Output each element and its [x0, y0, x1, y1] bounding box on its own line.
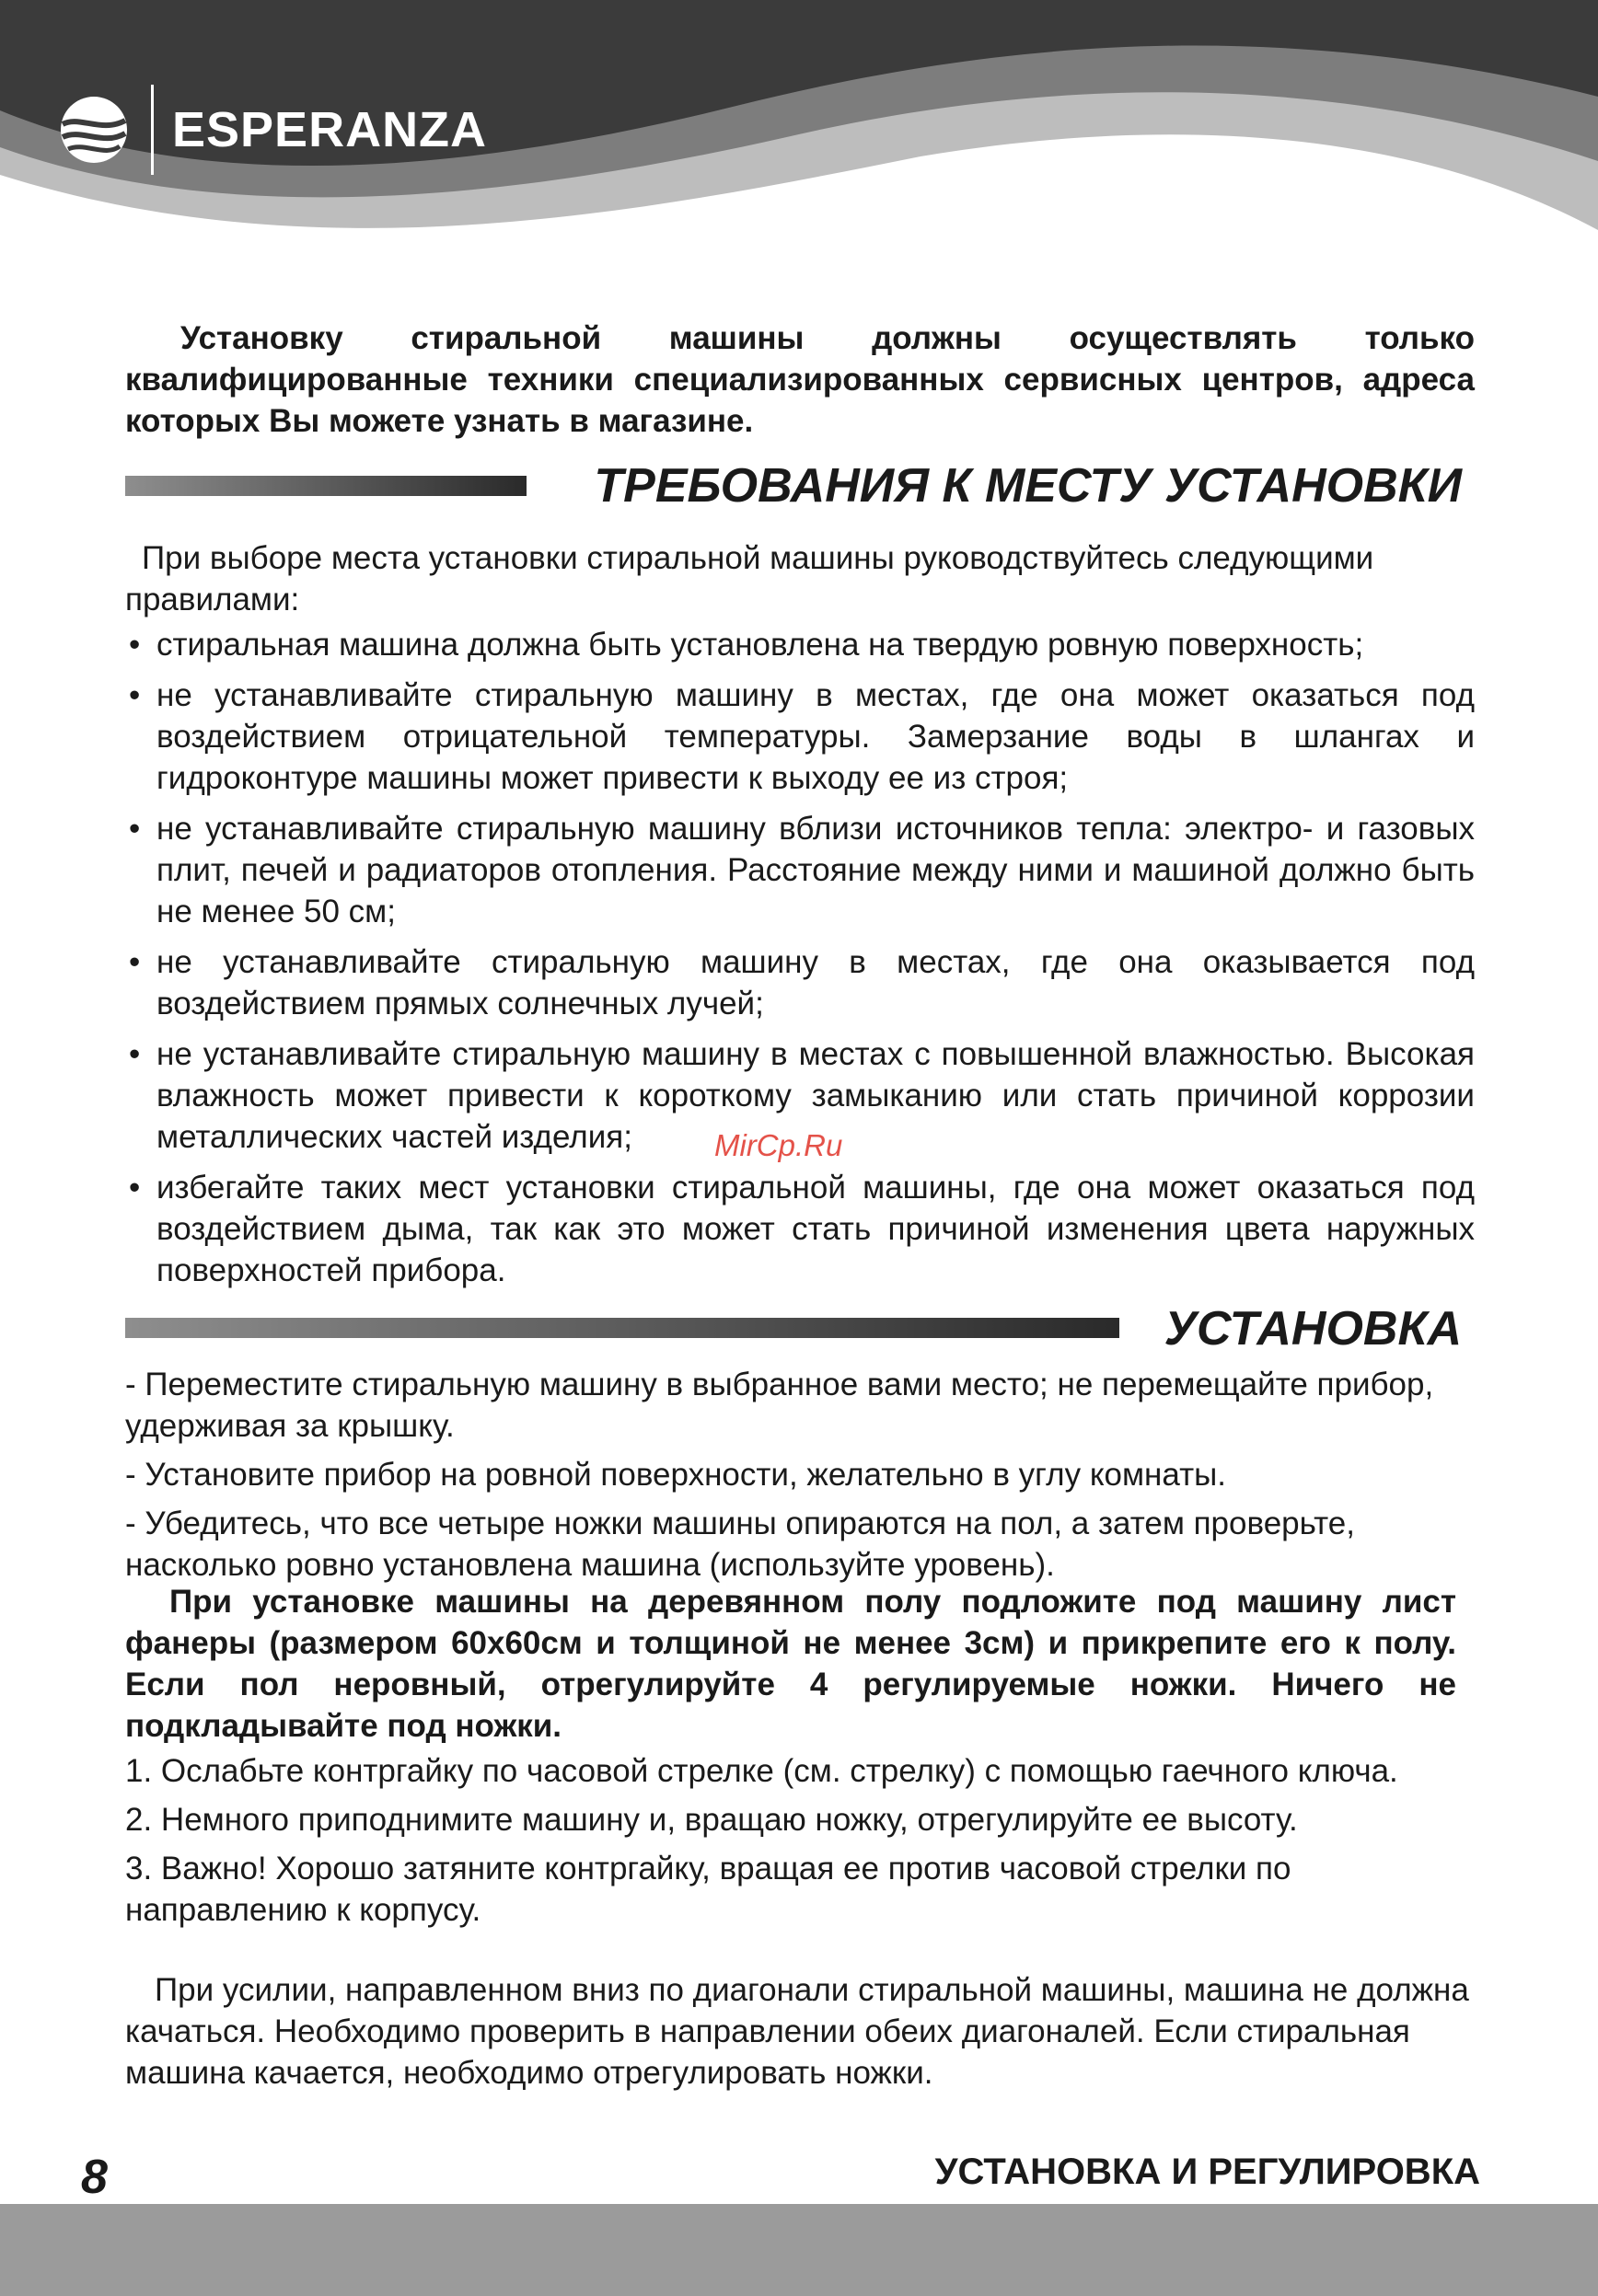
list-item: 3. Важно! Хорошо затяните контргайку, вращая ее против часовой стрелки по направлению к корпусу.	[125, 1851, 1291, 1928]
list-item: • не устанавливайте стиральную машину вблизи источников тепла: электро- и газовых плит, печей и радиаторов отопления. Расстояние между ними и машиной должно быть не менее 50 см;	[129, 811, 1475, 929]
brand-name: ESPERANZA	[172, 102, 488, 157]
list-item: 1. Ослабьте контргайку по часовой стрелке (см. стрелку) с помощью гаечного ключа.	[125, 1753, 1398, 1789]
list-item: - Переместите стиральную машину в выбранное вами место; не перемещайте прибор, удерживая за крышку.	[125, 1367, 1434, 1444]
installation-list	[125, 1364, 1484, 1593]
logo-divider	[151, 85, 154, 175]
footer-band	[0, 2204, 1598, 2296]
list-item: • избегайте таких мест установки стиральной машины, где она может оказаться под воздействием дыма, так как это может стать причиной изменения цвета наружных поверхностей прибора.	[129, 1170, 1475, 1288]
requirements-list	[125, 624, 1475, 1300]
list-item: • стиральная машина должна быть установлена на твердую ровную поверхность;	[129, 627, 1364, 663]
floor-note: При установке машины на деревянном полу подложите под машину лист фанеры (размером 60х60см и толщиной не менее 3см) и прикрепите его к полу. Если пол неровный, отрегулируйте 4 регулируемые ножки. Ничего не подкладывайте под ножки.	[125, 1584, 1456, 1744]
list-item: - Убедитесь, что все четыре ножки машины опираются на пол, а затем проверьте, насколько ровно установлена машина (используйте уровень).	[125, 1506, 1355, 1583]
watermark: MirCp.Ru	[714, 1128, 843, 1162]
section-title-installation: УСТАНОВКА	[1164, 1302, 1462, 1356]
closing-paragraph: При усилии, направленном вниз по диагонали стиральной машины, машина не должна качаться. Необходимо проверить в направлении обеих диагоналей. Если стиральная машина качается, необходимо отрегулировать ножки.	[125, 1972, 1469, 2091]
section-bar	[125, 1318, 1119, 1338]
globe-icon	[57, 93, 131, 167]
page-number: 8	[81, 2151, 108, 2204]
list-item: • не устанавливайте стиральную машину в местах, где она может оказаться под воздействием отрицательной температуры. Замерзание воды в шлангах и гидроконтуре машины может привести к выходу ее из строя;	[129, 677, 1475, 796]
section-bar	[125, 476, 527, 496]
list-item: 2. Немного приподнимите машину и, вращаю ножку, отрегулируйте ее высоту.	[125, 1802, 1298, 1838]
list-item: - Установите прибор на ровной поверхности, желательно в углу комнаты.	[125, 1457, 1226, 1493]
list-item: • не устанавливайте стиральную машину в местах, где она оказывается под воздействием прямых солнечных лучей;	[129, 944, 1475, 1021]
list-item: • не устанавливайте стиральную машину в местах с повышенной влажностью. Высокая влажность может привести к короткому замыканию или стать причиной коррозии металлических частей изделия;	[129, 1036, 1475, 1155]
footer-section-title: УСТАНОВКА И РЕГУЛИРОВКА	[934, 2152, 1480, 2192]
adjust-steps	[125, 1750, 1484, 1938]
brand-logo	[57, 85, 487, 175]
section-title-requirements: ТРЕБОВАНИЯ К МЕСТУ УСТАНОВКИ	[594, 459, 1462, 513]
requirements-lead: При выборе места установки стиральной машины руководствуйтесь следующими правилами:	[125, 540, 1374, 617]
intro-notice: Установку стиральной машины должны осуществлять только квалифицированные техники специализированных сервисных центров, адреса которых Вы можете узнать в магазине.	[125, 320, 1475, 439]
